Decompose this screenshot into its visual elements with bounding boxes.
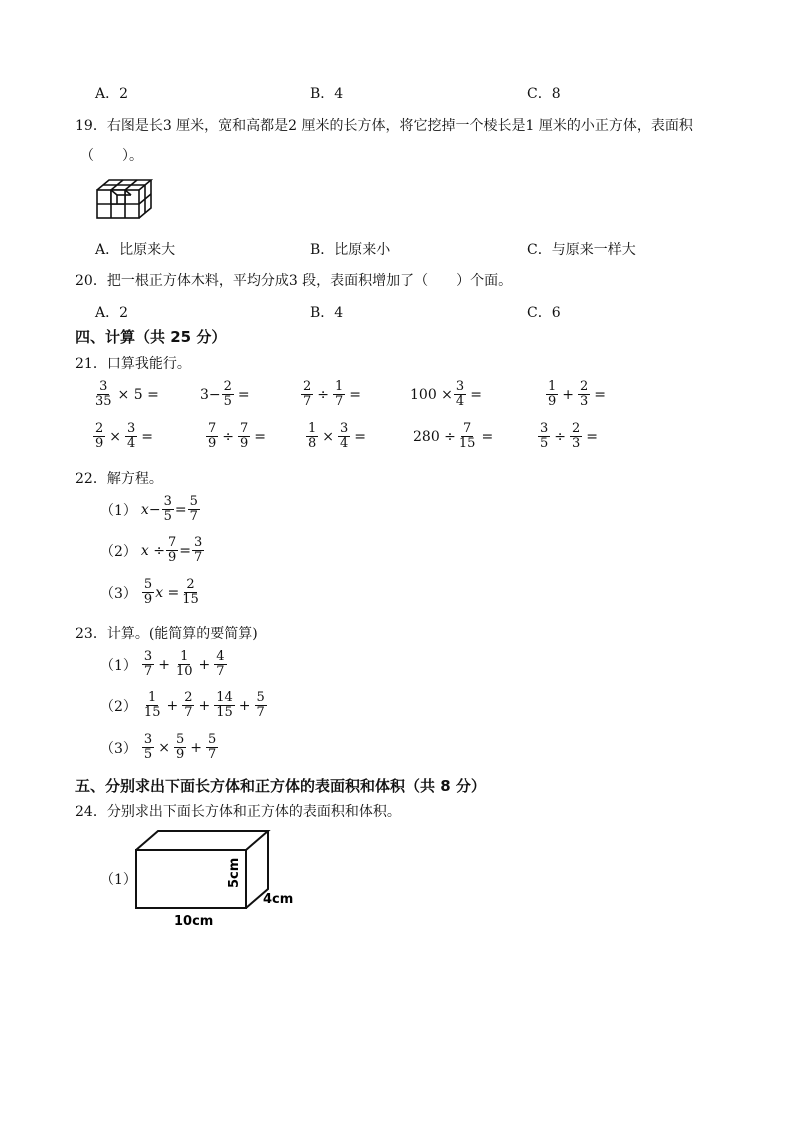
q23-expr-3: （3） $\frac{3}{5}$ × $\frac{5}{9}$ + $\frac{5}{7}$ [100, 732, 217, 762]
section-5-heading: 五、分别求出下面长方体和正方体的表面积和体积（共 8 分） [75, 777, 486, 795]
q20-option-b: B．4 [310, 305, 344, 321]
q20-option-c: C．6 [527, 305, 561, 321]
q23-title: 23．计算。(能简算的要简算) [75, 626, 258, 642]
q19-option-b: B．比原来小 [310, 242, 391, 258]
q21-expr-4: 100 × $\frac{3}{4}$ = [410, 379, 482, 409]
q24-title: 24．分别求出下面长方体和正方体的表面积和体积。 [75, 804, 401, 820]
q18-option-b: B．4 [310, 86, 344, 102]
q21-expr-6: $\frac{2}{9}$ × $\frac{3}{4}$ = [95, 421, 154, 451]
q22-equation-3: （3） $\frac{5}{9}$ x = $\frac{2}{15}$ [100, 577, 199, 607]
cuboid-height-label: 5cm [227, 857, 242, 888]
cuboid-width-label: 4cm [263, 892, 294, 907]
q21-expr-5: $\frac{1}{9}$ + $\frac{2}{3}$ = [548, 379, 607, 409]
q23-expr-1: （1） $\frac{3}{7}$ + $\frac{1}{10}$ + $\frac{4}{7}$ [100, 649, 225, 679]
q20-option-a: A．2 [95, 305, 129, 321]
cuboid-figure [130, 828, 305, 933]
q22-equation-2: （2） x ÷ $\frac{7}{9}$ = $\frac{3}{7}$ [100, 535, 203, 565]
q18-option-a: A．2 [95, 86, 129, 102]
q21-expr-9: 280 ÷ $\frac{7}{15}$ = [413, 421, 494, 451]
q21-title: 21．口算我能行。 [75, 356, 191, 372]
q21-expr-1: $\frac{3}{35}$ × 5 = [95, 379, 159, 409]
q21-expr-7: $\frac{7}{9}$ ÷ $\frac{7}{9}$ = [208, 421, 267, 451]
q21-expr-3: $\frac{2}{7}$ ÷ $\frac{1}{7}$ = [303, 379, 362, 409]
q19-option-c: C．与原来一样大 [527, 242, 636, 258]
q21-expr-10: $\frac{3}{5}$ ÷ $\frac{2}{3}$ = [540, 421, 599, 451]
q19-text-line2: （ ）。 [80, 148, 143, 164]
q20-text: 20．把一根正方体木料，平均分成3 段，表面积增加了（ ）个面。 [75, 273, 513, 289]
q22-equation-1: （1） x− $\frac{3}{5}$ = $\frac{5}{7}$ [100, 494, 198, 524]
q19-option-a: A．比原来大 [95, 242, 176, 258]
q19-text-line1: 19．右图是长3 厘米，宽和高都是2 厘米的长方体，将它挖掉一个棱长是1 厘米的小正方体，表面积 [75, 118, 693, 134]
section-4-heading: 四、计算（共 25 分） [75, 328, 227, 346]
q23-expr-2: （2） $\frac{1}{15}$ + $\frac{2}{7}$ + $\frac{14}{15}$ + $\frac{5}{7}$ [100, 690, 265, 720]
q21-expr-2: 3− $\frac{2}{5}$ = [200, 379, 250, 409]
q24-part-1-label: （1） [100, 872, 137, 888]
q18-option-c: C．8 [527, 86, 561, 102]
q21-expr-8: $\frac{1}{8}$ × $\frac{3}{4}$ = [308, 421, 367, 451]
q22-title: 22．解方程。 [75, 471, 163, 487]
cuboid-length-label: 10cm [174, 914, 214, 929]
cuboid-with-cube-removed-figure [95, 178, 153, 220]
